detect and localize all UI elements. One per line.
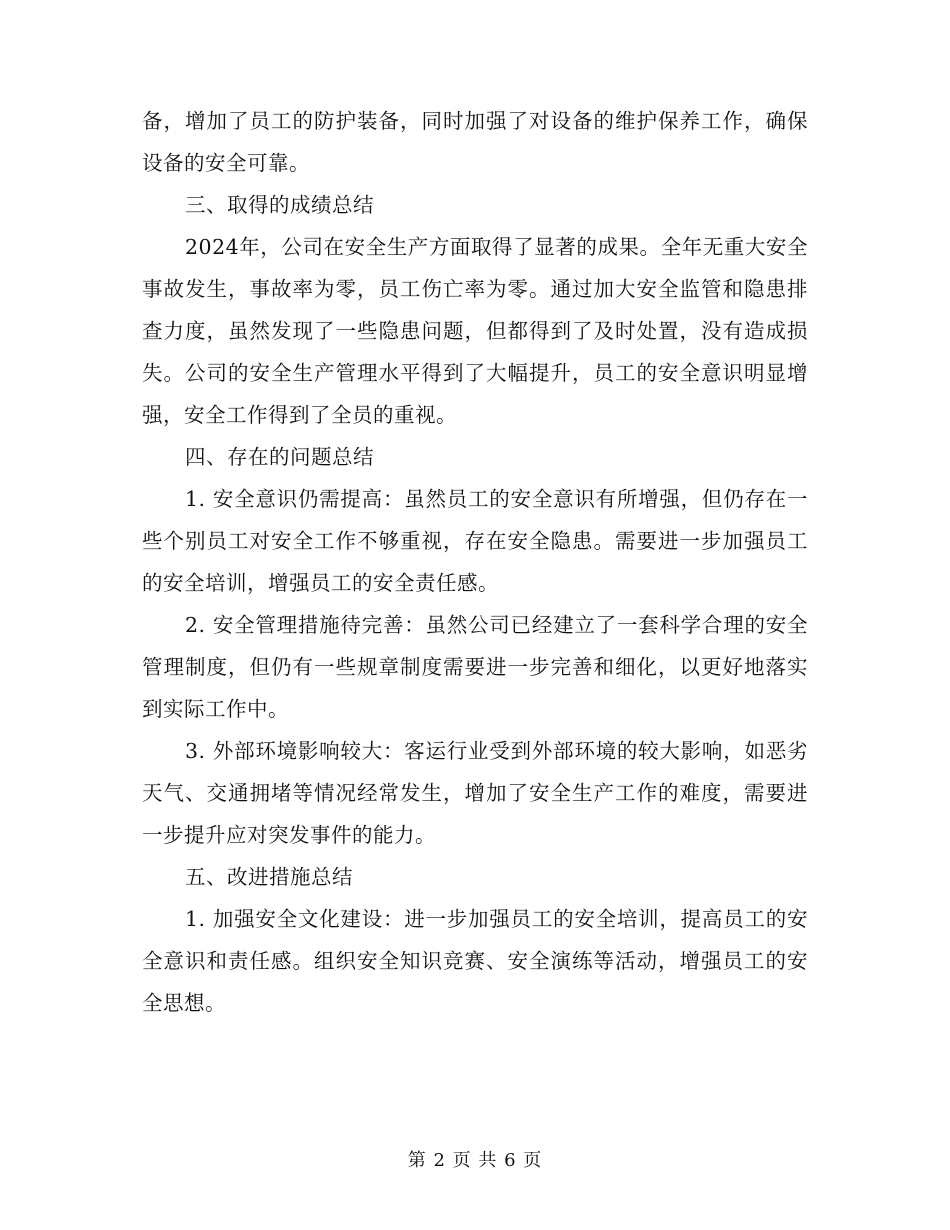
section-heading-improvements: 五、改进措施总结 bbox=[185, 865, 353, 889]
page-number-footer: 第 2 页 共 6 页 bbox=[407, 1150, 543, 1171]
section-heading-achievements: 三、取得的成绩总结 bbox=[185, 193, 374, 217]
improvement-item-1: 1. 加强安全文化建设：进一步加强员工的安全培训，提高员工的安全意识和责任感。组织安全知识竞赛、安全演练等活动，增强员工的安全思想。 bbox=[142, 907, 808, 1015]
document-body bbox=[142, 100, 808, 1024]
paragraph-continuation: 备，增加了员工的防护装备，同时加强了对设备的维护保养工作，确保设备的安全可靠。 bbox=[142, 109, 808, 175]
problem-item-1: 1. 安全意识仍需提高：虽然员工的安全意识有所增强，但仍存在一些个别员工对安全工作不够重视，存在安全隐患。需要进一步加强员工的安全培训，增强员工的安全责任感。 bbox=[142, 487, 808, 595]
problem-item-2: 2. 安全管理措施待完善：虽然公司已经建立了一套科学合理的安全管理制度，但仍有一些规章制度需要进一步完善和细化，以更好地落实到实际工作中。 bbox=[142, 613, 808, 721]
problem-item-3: 3. 外部环境影响较大：客运行业受到外部环境的较大影响，如恶劣天气、交通拥堵等情况经常发生，增加了安全生产工作的难度，需要进一步提升应对突发事件的能力。 bbox=[142, 739, 808, 847]
paragraph-achievements: 2024年，公司在安全生产方面取得了显著的成果。全年无重大安全事故发生，事故率为零，员工伤亡率为零。通过加大安全监管和隐患排查力度，虽然发现了一些隐患问题，但都得到了及时处置，没有造成损失。公司的安全生产管理水平得到了大幅提升，员工的安全意识明显增强，安全工作得到了全员的重视。 bbox=[142, 235, 808, 427]
section-heading-problems: 四、存在的问题总结 bbox=[185, 445, 374, 469]
